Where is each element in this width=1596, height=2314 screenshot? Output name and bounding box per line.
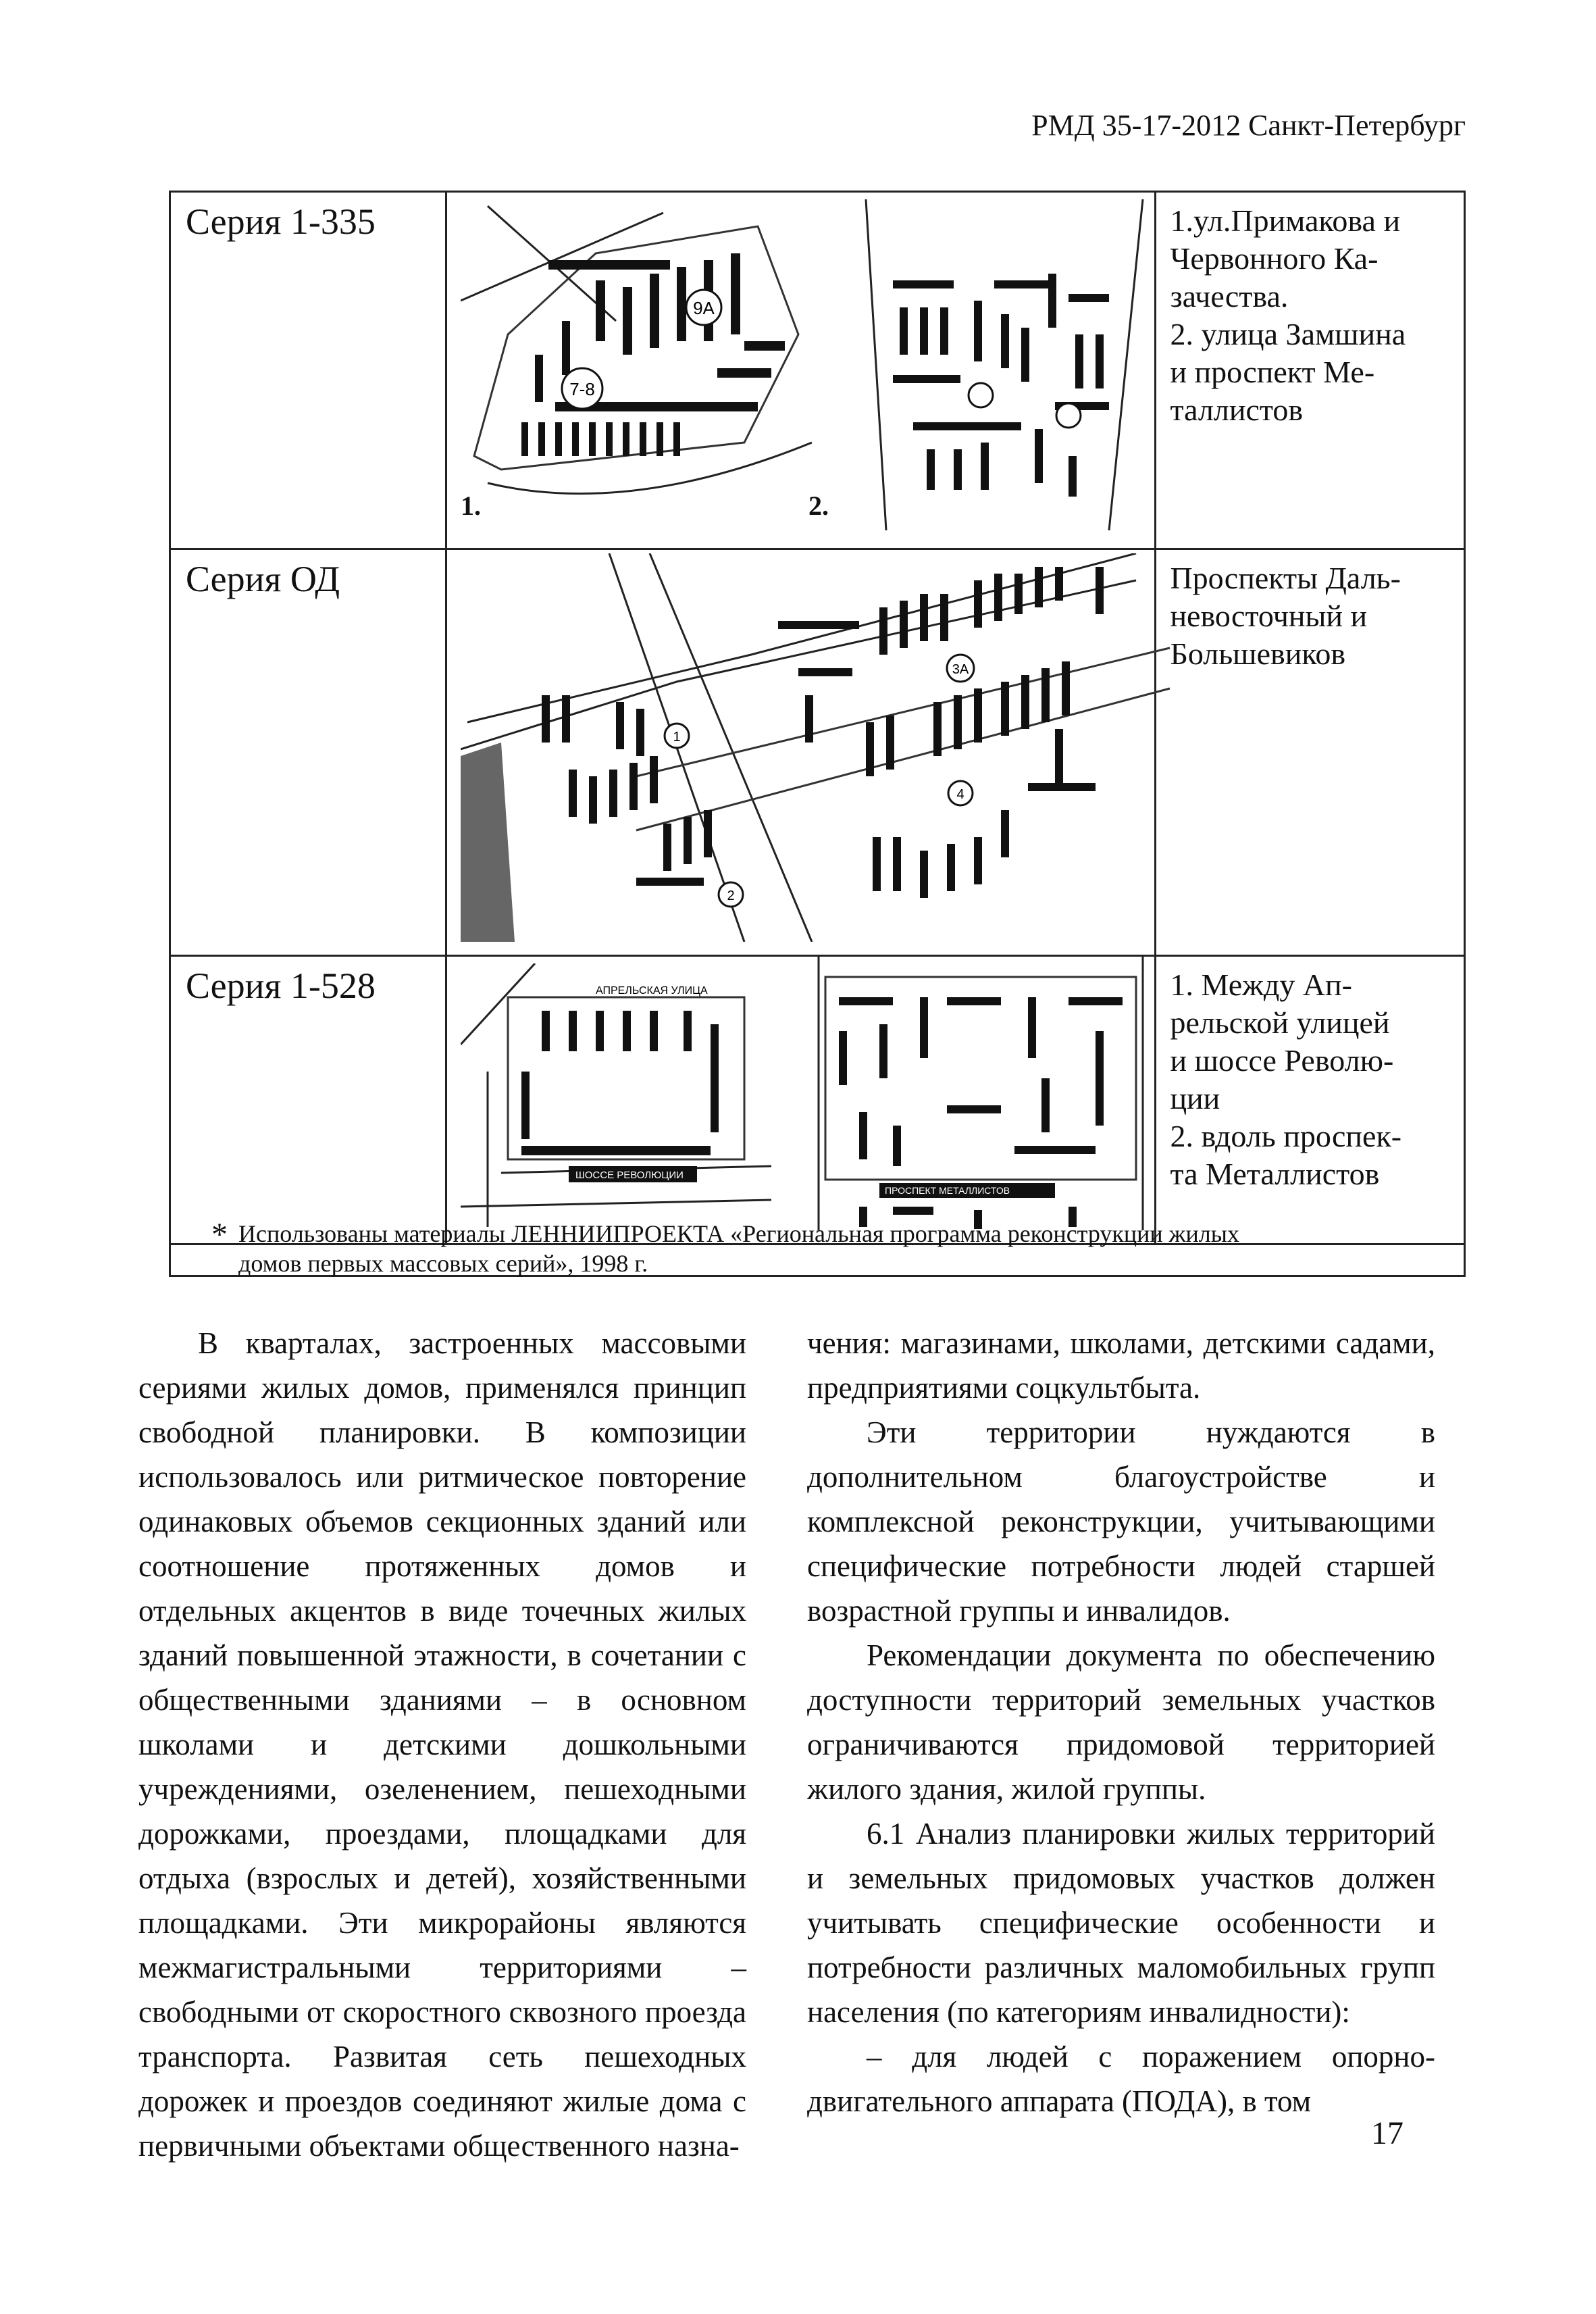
series-name: Серия ОД [170,549,446,956]
desc-line: и шоссе Револю- [1170,1043,1394,1078]
map-mark: 1 [673,730,681,745]
series-description [1156,192,1465,549]
desc-line: Червонного Ка- [1170,241,1379,276]
paragraph: чения: магазинами, школами, детскими садами, предприятиями соцкультбыта. [807,1326,1435,1405]
series-table [169,191,1466,1245]
map-mark: ПРОСПЕКТ МЕТАЛЛИСТОВ [884,1185,1010,1196]
paragraph: Рекомендации документа по обеспечению доступности территорий земельных участков ограничиваются придомовой территорией жилого здания, жилой группы. [807,1638,1435,1806]
map-cell [446,549,1155,956]
map-mark: 9А [693,298,715,318]
paragraph: – для людей с поражением опорно-двигательного аппарата (ПОДА), в том [807,2040,1435,2118]
desc-line: и проспект Ме- [1170,355,1375,389]
paragraph: Эти территории нуждаются в дополнительном благоустройстве и комплексной реконструкции, учитывающими специфические потребности людей старшей возрастной группы и инвалидов. [807,1415,1435,1628]
series-description [1156,956,1465,1244]
desc-line: рельской улицей [1170,1005,1390,1040]
map-mark: 2 [727,888,735,903]
site-plan-map-3 [461,553,1183,942]
paragraph: 6.1 Анализ планировки жилых территорий и земельных придомовых участков должен учитывать специфические особенности и потребности различных маломобильных групп населения (по категориям инвалидности): [807,1817,1435,2029]
desc-line: зачества. [1170,279,1289,313]
page-number: 17 [1371,2115,1404,2151]
desc-line: невосточный и [1170,599,1368,633]
table-row [170,192,1465,549]
map-mark: ШОССЕ РЕВОЛЮЦИИ [575,1169,684,1181]
desc-line: 2. улица Замшина [1170,317,1406,351]
source-note [169,1216,1466,1277]
map-label: 1. [460,491,481,521]
desc-line: ции [1170,1081,1220,1115]
site-plan-map-1 [461,199,812,530]
left-text-column [138,1321,746,2168]
map-label: 2. [808,491,829,521]
note-line: домов первых массовых серий», 1998 г. [238,1250,648,1277]
series-description [1156,549,1465,956]
series-name: Серия 1-335 [170,192,446,549]
table-row [170,549,1465,956]
map-mark: АПРЕЛЬСКАЯ УЛИЦА [595,985,708,997]
map-cell [446,956,1155,1244]
site-plan-map-5 [798,957,1180,1230]
map-cell [446,192,1155,549]
map-mark: 7-8 [569,379,595,399]
desc-line: таллистов [1170,393,1304,427]
desc-line: та Металлистов [1170,1157,1380,1191]
right-text-column [807,1321,1435,2123]
table-row [170,956,1465,1244]
desc-line: Проспекты Даль- [1170,561,1401,595]
map-mark: 3А [952,662,969,677]
site-plan-map-4 [461,963,785,1227]
footnote-star: * [211,1217,228,1253]
series-name: Серия 1-528 [170,956,446,1244]
desc-line: Большевиков [1170,636,1346,671]
desc-line: 2. вдоль проспек- [1170,1119,1402,1153]
note-line: Использованы материалы ЛЕННИИПРОЕКТА «Региональная программа реконструкции жилых [238,1220,1239,1247]
site-plan-map-2 [825,199,1177,530]
desc-line: 1.ул.Примакова и [1170,203,1401,238]
desc-line: 1. Между Ап- [1170,967,1352,1002]
map-mark: 4 [956,787,964,802]
paragraph: В кварталах, застроенных массовыми сериями жилых домов, применялся принцип свободной планировки. В композиции использовалось или ритмическое повторение одинаковых объемов секционных зданий или соотношение протяженных домов и отдельных акцентов в виде точечных жилых зданий повышенной этажности, в сочетании с общественными зданиями – в основном школами и детскими дошкольными учреждениями, озеленением, пешеходными дорожками, проездами, площадками для отдыха (взрослых и детей), хозяйственными площадками. Эти микрорайоны являются межмагистральными территориями – свободными от скоростного сквозного проезда транспорта. Развитая сеть пешеходных дорожек и проездов соединяют жилые дома с первичными объектами общественного назна- [138,1326,746,2163]
page-header: РМД 35-17-2012 Санкт-Петербург [1031,109,1466,142]
